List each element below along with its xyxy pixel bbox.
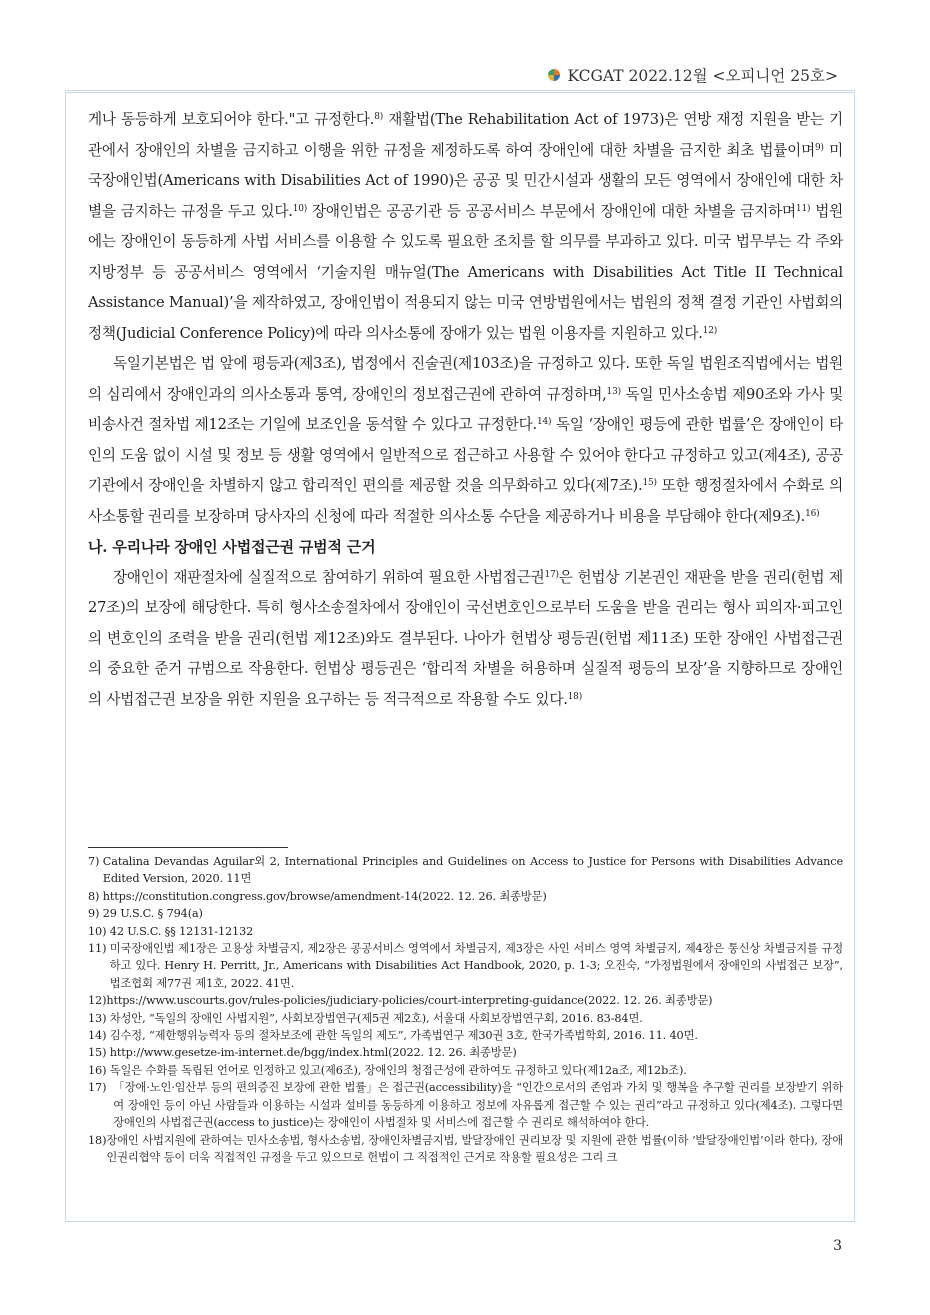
footnote-item: 10) 42 U.S.C. §§ 12131-12132	[88, 924, 254, 938]
footnote-item: 15) http://www.gesetze-im-internet.de/bgg/index.html(2022. 12. 26. 최종방문)	[88, 1044, 843, 1061]
running-header	[547, 64, 838, 86]
footnotes	[88, 853, 843, 1166]
footnote-item: 13) 차성안, “독일의 장애인 사법지원”, 사회보장법연구(제5권 제2호), 서울대 사회보장법연구회, 2016. 83-84면.	[88, 1011, 643, 1025]
footnote-divider	[88, 847, 288, 848]
section-heading: 나. 우리나라 장애인 사법접근권 규범적 근거	[88, 538, 376, 556]
footnote-ref[interactable]: 10)	[292, 203, 308, 214]
header-title: KCGAT 2022.12월 <오피니언 25호>	[567, 67, 838, 85]
footnote-link[interactable]: https://www.uscourts.gov/rules-policies/judiciary-policies/court-interpreting-guidance(2022. 12. 26. 최종방문)	[106, 994, 713, 1008]
footnote-link[interactable]: https://constitution.congress.gov/browse/amendment-14(2022. 12. 26. 최종방문)	[102, 889, 547, 903]
paragraph-us-law: 게나 동등하게 보호되어야 한다."고 규정한다.$^{8)}$ 재활법(The Rehabilitation Act of 1973)은 연방 재정 지원을 받는 기관에서 장애인의 차별을 금지하고 이행을 위한 규정을 제정하도록 하여 장애인에 대한 차별을 금지한 최초 법률이며$^{9)}$ 미국장애인법(Americans with Disabilities Act of 1990)은 공공 및 민간시설과 생활의 모든 영역에서 장애인에 대한 차별을 금지하는 규정을 두고 있다.$^{10)}$ 장애인법은 공공기관 등 공공서비스 부문에서 장애인에 대한 차별을 금지하며$^{11)}$ 법원에는 장애인이 동등하게 사법 서비스를 이용할 수 있도록 필요한 조치를 할 의무를 부과하고 있다. 미국 법무부는 각 주와 지방정부 등 공공서비스 영역에서 ‘기술지원 매뉴얼(The Americans with Disabilities Act Title II Technical Assistance Manual)’을 제작하였고, 장애인법이 적용되지 않는 미국 연방법원에서는 법원의 정책 결정 기관인 사법회의 정책(Judicial Conference Policy)에 따라 의사소통에 장애가 있는 법원 이용자를 지원하고 있다.$^{12)}$	[88, 111, 843, 342]
header-divider	[65, 90, 855, 91]
footnote-ref[interactable]: 9)	[814, 142, 824, 153]
paragraph-german-law: 독일기본법은 법 앞에 평등과(제3조), 법정에서 진술권(제103조)을 규정하고 있다. 또한 독일 법원조직법에서는 법원의 심리에서 장애인과의 의사소통과 통역, 장애인의 정보접근권에 관하여 규정하며,$^{13)}$ 독일 민사소송법 제90조와 가사 및 비송사건 절차법 제12조는 기일에 보조인을 동석할 수 있다고 규정한다.$^{14)}$ 독일 ‘장애인 평등에 관한 법률’은 장애인이 타인의 도움 없이 시설 및 정보 등 생활 영역에서 일반적으로 접근하고 사용할 수 있어야 한다고 규정하고 있고(제4조), 공공기관에서 장애인을 차별하지 않고 합리적인 편의를 제공할 것을 의무화하고 있다(제7조).$^{15)}$ 또한 행정절차에서 수화로 의사소통할 권리를 보장하며 당사자의 신청에 따라 적절한 의사소통 수단을 제공하거나 비용을 부담해야 한다(제9조).$^{16)}$	[88, 355, 843, 525]
footnote-item: 8) https://constitution.congress.gov/browse/amendment-14(2022. 12. 26. 최종방문)	[88, 888, 843, 905]
pinwheel-icon	[547, 68, 561, 82]
footnote-item: 16) 독일은 수화를 독립된 언어로 인정하고 있고(제6조), 장애인의 청접근성에 관하여도 규정하고 있다(제12a조, 제12b조).	[88, 1063, 687, 1077]
footnote-ref[interactable]: 13)	[606, 386, 621, 397]
footnote-ref[interactable]: 11)	[795, 203, 811, 214]
footnote-ref[interactable]: 12)	[702, 325, 718, 336]
footnote-ref[interactable]: 18)	[567, 691, 583, 702]
footnote-link[interactable]: http://www.gesetze-im-internet.de/bgg/index.html(2022. 12. 26. 최종방문)	[109, 1046, 517, 1060]
footnote-item: 7) Catalina Devandas Aguilar외 2, International Principles and Guidelines on Access to Justice for Persons with Disabilities Advance Edited Version, 2020. 11면	[88, 855, 843, 886]
footnote-item: 11) 미국장애인법 제1장은 고용상 차별금지, 제2장은 공공서비스 영역에서 차별금지, 제3장은 사인 서비스 영역 차별금지, 제4장은 통신상 차별금지를 규정하고 있다. Henry H. Perritt, Jr., Americans with Disabilities Act Handbook, 2020, p. 1-3; 오진숙, “가정법원에서 장애인의 사법접근 보장”, 법조협회 제77권 제1호, 2022. 41면.	[88, 942, 843, 990]
footnote-item: 9) 29 U.S.C. § 794(a)	[88, 907, 203, 921]
footnote-item: 12) https://www.uscourts.gov/rules-policies/judiciary-policies/court-interpreting-guidance(2022. 12. 26. 최종방문)	[88, 992, 843, 1009]
footnote-ref[interactable]: 15)	[642, 478, 657, 488]
footnote-ref[interactable]: 17)	[544, 569, 559, 580]
footnote-item: 14) 김수정, “제한행위능력자 등의 절차보조에 관한 독일의 제도”, 가족법연구 제30권 3호, 한국가족법학회, 2016. 11. 40면.	[88, 1029, 698, 1043]
footnote-item: 18) 장애인 사법지원에 관하여는 민사소송법, 형사소송법, 장애인차별금지법, 발달장애인 권리보장 및 지원에 관한 법률(이하 ‘발달장애인법’이라 한다), 장애인권리협약 등이 더욱 직접적인 규정을 두고 있으므로 헌법이 그 직접적인 근거로 작용할 필요성은 그리 크	[88, 1133, 843, 1164]
footnote-ref[interactable]: 16)	[805, 508, 820, 519]
paragraph-korean-law: 장애인이 재판절차에 실질적으로 참여하기 위하여 필요한 사법접근권$^{17)}$은 헌법상 기본권인 재판을 받을 권리(헌법 제27조)의 보장에 해당한다. 특히 형사소송절차에서 장애인이 국선변호인으로부터 도움을 받을 권리는 형사 피의자·피고인의 변호인의 조력을 받을 권리(헌법 제12조)와도 결부된다. 나아가 헌법상 평등권(헌법 제11조) 또한 장애인 사법접근권의 중요한 준거 규범으로 작용한다. 헌법상 평등권은 ‘합리적 차별을 허용하며 실질적 평등의 보장’을 지향하므로 장애인의 사법접근권 보장을 위한 지원을 요구하는 등 적극적으로 작용할 수도 있다.$^{18)}$	[88, 568, 843, 708]
page-number: 3	[833, 1238, 842, 1254]
footnote-ref[interactable]: 14)	[537, 417, 552, 427]
footnote-ref[interactable]: 8)	[374, 112, 384, 122]
footnote-item: 17) 「장애·노인·임산부 등의 편의증진 보장에 관한 법률」은 접근권(accessibility)을 “인간으로서의 존엄과 가치 및 행복을 추구할 권리를 보장받기 위하여 장애인 등이 아닌 사람들과 이용하는 시설과 설비를 동등하게 이용하고 정보에 자유롭게 접근할 수 있는 권리”라고 규정하고 있다(제4조). 그렇다면 장애인의 사법접근권(access to justice)는 장애인이 사법절차 및 서비스에 접근할 수 권리로 해석하여야 한다.	[88, 1081, 843, 1130]
main-body	[88, 105, 843, 715]
